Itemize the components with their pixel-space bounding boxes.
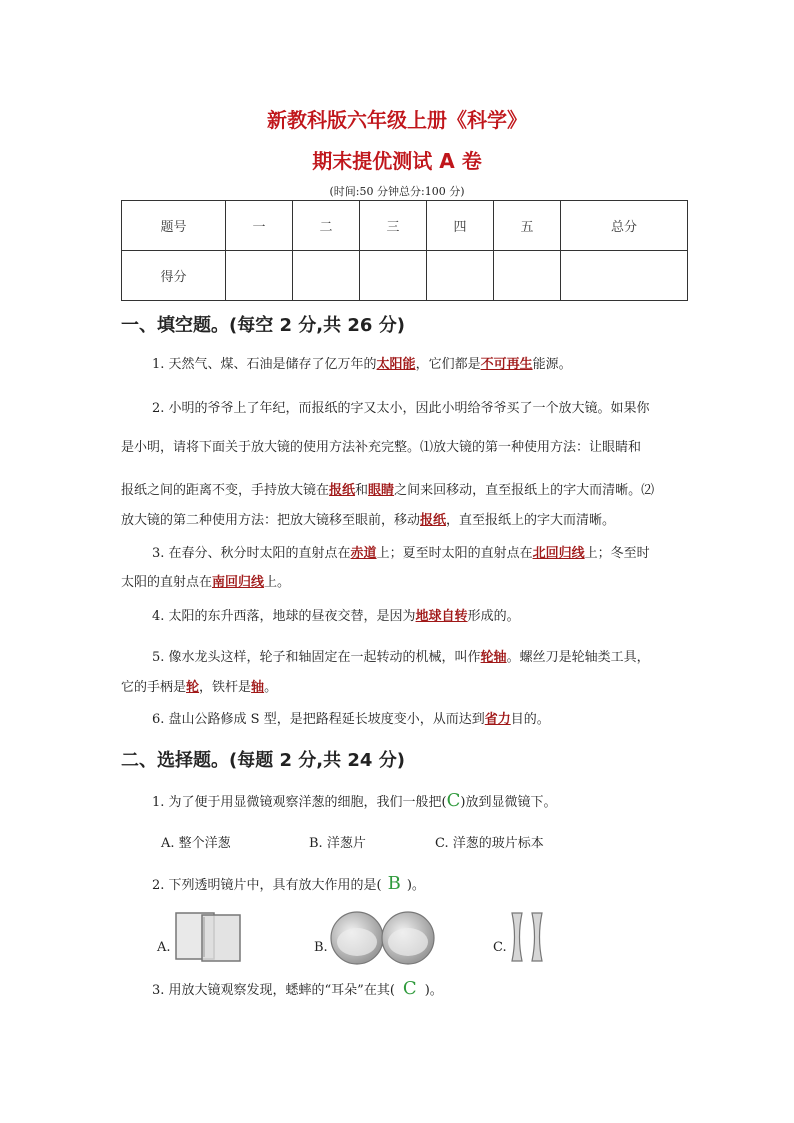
table-header-cell: 五 — [494, 201, 561, 251]
option-b: B. 洋葱片 — [309, 836, 366, 851]
choice-answer: C — [402, 978, 417, 999]
choice-answer: B — [387, 873, 401, 894]
flat-glass-image — [174, 911, 250, 963]
option-c-label: C. — [493, 940, 507, 955]
table-header-cell: 二 — [293, 201, 360, 251]
answer: 不可再生 — [480, 357, 533, 372]
question-2-2: 2. 下列透明镜片中，具有放大作用的是( B )。 — [152, 873, 425, 894]
score-cell[interactable] — [226, 251, 293, 301]
answer: 报纸 — [329, 483, 356, 498]
answer: 省力 — [484, 712, 511, 727]
question-1-2-line1: 2. 小明的爷爷上了年纪，而报纸的字又太小，因此小明给爷爷买了一个放大镜。如果你 — [152, 401, 650, 416]
score-cell[interactable] — [427, 251, 494, 301]
score-cell[interactable] — [494, 251, 561, 301]
answer: 报纸 — [420, 513, 447, 528]
answer: 轴 — [251, 680, 265, 695]
table-header-cell: 题号 — [122, 201, 226, 251]
question-1-1: 1. 天然气、煤、石油是储存了亿万年的太阳能，它们都是不可再生能源。 — [152, 357, 572, 372]
answer: 太阳能 — [376, 357, 416, 372]
question-1-2-line2: 是小明，请将下面关于放大镜的使用方法补充完整。⑴放大镜的第一种使用方法：让眼睛和 — [121, 440, 642, 455]
answer: 眼睛 — [368, 483, 395, 498]
score-cell[interactable] — [561, 251, 688, 301]
answer: 地球自转 — [415, 609, 468, 624]
section-heading-fill-blank: 一、填空题。(每空 2 分,共 26 分) — [121, 315, 405, 336]
page-title: 新教科版六年级上册《科学》 — [267, 108, 527, 132]
convex-lens-image — [330, 909, 436, 967]
question-1-4: 4. 太阳的东升西落，地球的昼夜交替，是因为地球自转形成的。 — [152, 609, 520, 624]
option-a: A. 整个洋葱 — [161, 836, 231, 851]
table-header-cell: 总分 — [561, 201, 688, 251]
score-row-label: 得分 — [122, 251, 226, 301]
answer: 轮 — [186, 680, 200, 695]
option-a-label: A. — [157, 940, 171, 955]
question-1-3-line1: 3. 在春分、秋分时太阳的直射点在赤道上；夏至时太阳的直射点在北回归线上；冬至时 — [152, 546, 650, 561]
score-table — [121, 200, 688, 301]
question-1-2-line3: 报纸之间的距离不变，手持放大镜在报纸和眼睛之间来回移动，直至报纸上的字大而清晰。⑵ — [121, 483, 655, 498]
table-header-cell: 四 — [427, 201, 494, 251]
option-b-label: B. — [314, 940, 328, 955]
page-subtitle: 期末提优测试 A 卷 — [312, 149, 482, 173]
table-header-cell: 三 — [360, 201, 427, 251]
time-info: (时间:50 分钟总分:100 分) — [329, 185, 465, 198]
question-1-6: 6. 盘山公路修成 S 型，是把路程延长坡度变小，从而达到省力目的。 — [152, 712, 550, 727]
score-cell[interactable] — [293, 251, 360, 301]
concave-lens-image — [508, 911, 548, 963]
table-header-cell: 一 — [226, 201, 293, 251]
section-heading-choice: 二、选择题。(每题 2 分,共 24 分) — [121, 750, 405, 771]
answer: 南回归线 — [212, 575, 265, 590]
question-1-3-line2: 太阳的直射点在南回归线上。 — [121, 575, 291, 590]
choice-answer: C — [446, 790, 461, 811]
score-cell[interactable] — [360, 251, 427, 301]
question-2-3: 3. 用放大镜观察发现，蟋蟀的“耳朵”在其( C )。 — [152, 978, 443, 999]
question-1-5-line2: 它的手柄是轮，铁杆是轴。 — [121, 680, 278, 695]
option-c: C. 洋葱的玻片标本 — [435, 836, 544, 851]
question-1-2-line4: 放大镜的第二种使用方法：把放大镜移至眼前，移动报纸，直至报纸上的字大而清晰。 — [121, 513, 616, 528]
question-2-1: 1. 为了便于用显微镜观察洋葱的细胞，我们一般把(C)放到显微镜下。 — [152, 790, 557, 811]
answer: 轮轴 — [480, 650, 507, 665]
answer: 赤道 — [350, 546, 377, 561]
question-1-5-line1: 5. 像水龙头这样，轮子和轴固定在一起转动的机械，叫作轮轴。螺丝刀是轮轴类工具， — [152, 650, 650, 665]
answer: 北回归线 — [532, 546, 585, 561]
